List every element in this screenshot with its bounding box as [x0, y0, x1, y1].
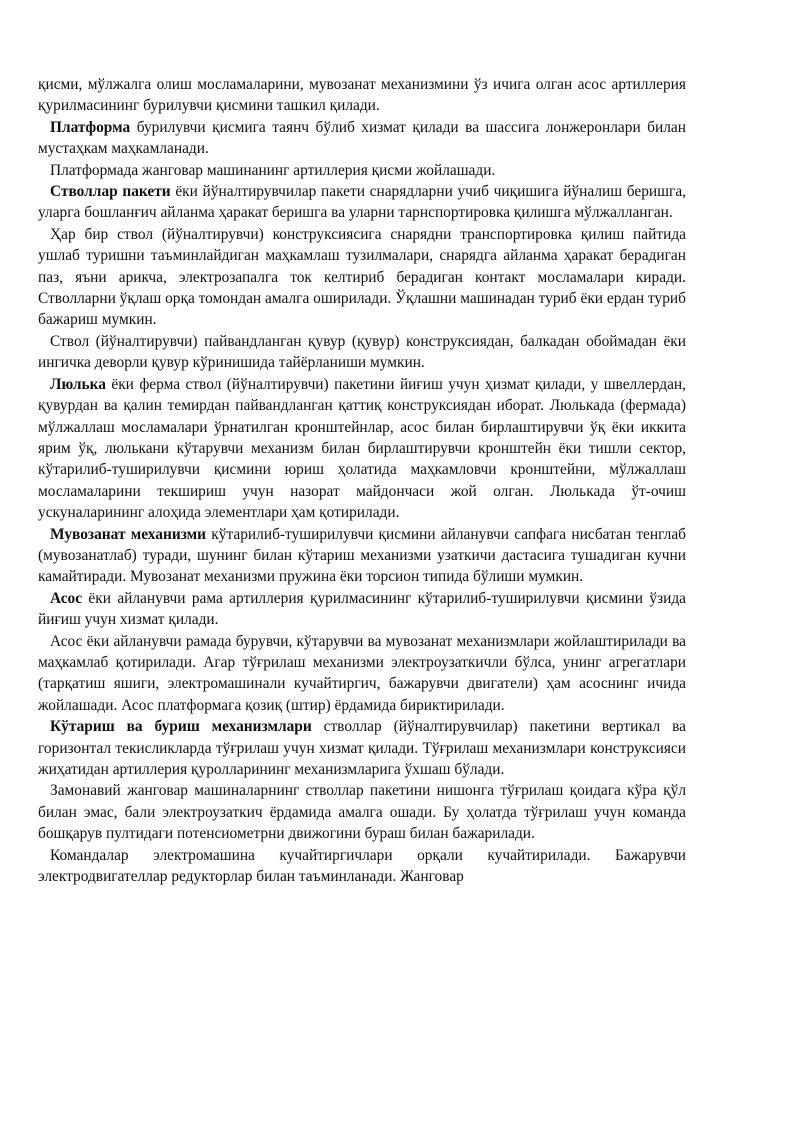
paragraph-base-mechanisms — [38, 631, 686, 717]
paragraph-balancing-mechanism — [38, 524, 686, 588]
paragraph-text: ёки йўналтирувчилар пакети снарядларни учиб чиқишига йўналиш беришга, уларга бошланғич айланма ҳаракат беришга ва уларни тарнспортировка қилишга мўлжалланган. — [38, 183, 686, 222]
paragraph-text: Ствол (йўналтирувчи) пайвандланган қувур (қувур) конструксиядан, балкадан обоймадан ёки ингичка деворли қувур кўринишида тайёрланиши мумкин. — [38, 332, 686, 372]
paragraph-text: ёки айланувчи рама артиллерия қурилмасининг кўтарилиб-туширилувчи қисмини ўзида йиғиш учун хизмат қилади. — [38, 589, 686, 629]
paragraph-text: Платформада жанговар машинанинг артиллерия қисми жойлашади. — [50, 161, 496, 179]
paragraph-elevation-traverse — [38, 716, 686, 780]
paragraph-text: Ҳар бир ствол (йўналтирувчи) конструксиясига снарядни транспортировка қилиш пайтида ушлаб туришни таъминлайдиган маҳкамлаш тузилмалари, снарядга айланма ҳаракат берадиган паз, яъни арикча, электрозапалга ток келтириб берадиган контакт мосламалари киради. Стволларни ўқлаш орқа томондан амалга оширилади. Ўқлашни машинадан туриб ёки ердан туриб бажариш мумкин. — [38, 225, 686, 329]
paragraph-text: бурилувчи қисмига таянч бўлиб хизмат қилади ва шассига лонжеронлари билан мустаҳкам маҳкамланади. — [38, 118, 686, 158]
paragraph-text: қисми, мўлжалга олиш мосламаларини, мувозанат механизмини ўз ичига олган асос артиллерия қурилмасининг бурилувчи қисмини ташкил қилади. — [38, 76, 686, 115]
paragraph-barrel-material — [38, 331, 686, 374]
paragraph-text: Замонавий жанговар машиналарнинг стволлар пакетини нишонга тўғрилаш қоидага кўра қўл билан эмас, бали электроузаткич ёрдамида амалга ошади. Бу ҳолатда тўғрилаш учун команда бошқарув пултидаги потенсиометрни движогини бураш билан бажарилади. — [38, 782, 686, 843]
paragraph-text: кўтарилиб-туширилувчи қисмини айланувчи сапфага нисбатан тенглаб (мувозанатлаб) туради, шунинг билан кўтариш механизми узаткичи дастасига тушадиган кучни камайтиради. Мувозанат механизми пружина ёки торсион типида бўлиши мумкин. — [38, 525, 686, 586]
paragraph-platform-placement — [38, 160, 686, 181]
paragraph-modern-aiming — [38, 780, 686, 844]
paragraph-base — [38, 588, 686, 631]
paragraph-text: Асос ёки айланувчи рамада бурувчи, кўтарувчи ва мувозанат механизмлари жойлаштирилади ва маҳкамлаб қотирилади. Агар тўғрилаш механизми электроузаткичли бўлса, унинг агрегатлари (тарқатиш яшиги, электромашинали кучайтиргич, бажарувчи двигатели) ҳам асоснинг ичида жойлашади. Асос платформага қозиқ (штир) ёрдамида бириктирилади. — [38, 632, 686, 714]
paragraph-platform — [38, 117, 686, 160]
term-barrel-pack: Стволлар пакети — [50, 183, 171, 201]
term-base: Асос — [50, 589, 83, 607]
paragraph-text: Командалар электромашина кучайтиргичлари орқали кучайтирилади. Бажарувчи электродвигателлар редукторлар билан таъминланади. Жанговар — [38, 846, 686, 886]
paragraph-continuation — [38, 74, 686, 117]
paragraph-text: ёки ферма ствол (йўналтирувчи) пакетини йиғиш учун ҳизмат қилади, у швеллердан, қувурдан ва қалин темирдан пайвандланган қаттиқ конструксиядан иборат. Люлькада (фермада) мўлжаллаш мосламалари ўрнатилган кронштейнлар, асос билан бирлаштирувчи ўқ ёки иккита ярим ўқ, люлькани кўтарувчи механизм билан бирлаштирувчи кронштейн ёки тишли сектор, кўтарилиб-туширилувчи қисмини юриш ҳолатида маҳкамловчи кронштейни, мўлжаллаш мосламаларини текшириш учун назорат майдончаси жой олган. Люлькада ўт-очиш ускуналарининг алоҳида элементлари ҳам қотирилади. — [38, 375, 686, 522]
document-page — [38, 74, 686, 887]
paragraph-commands — [38, 845, 686, 888]
term-cradle: Люлька — [50, 375, 106, 393]
term-balancing-mechanism: Мувозанат механизми — [50, 525, 207, 543]
paragraph-cradle — [38, 374, 686, 524]
paragraph-barrel-construction — [38, 224, 686, 331]
paragraph-barrel-pack — [38, 181, 686, 224]
term-elevation-traverse: Кўтариш ва буриш механизмлари — [50, 718, 312, 736]
term-platform: Платформа — [50, 118, 131, 136]
paragraph-text: стволлар (йўналтирувчилар) пакетини вертикал ва горизонтал текисликларда тўғрилаш учун хизмат қилади. Тўғрилаш механизмлари конструксияси жиҳатидан артиллерия қуролларининг механизмларига ўхшаш бўлади. — [38, 718, 686, 778]
